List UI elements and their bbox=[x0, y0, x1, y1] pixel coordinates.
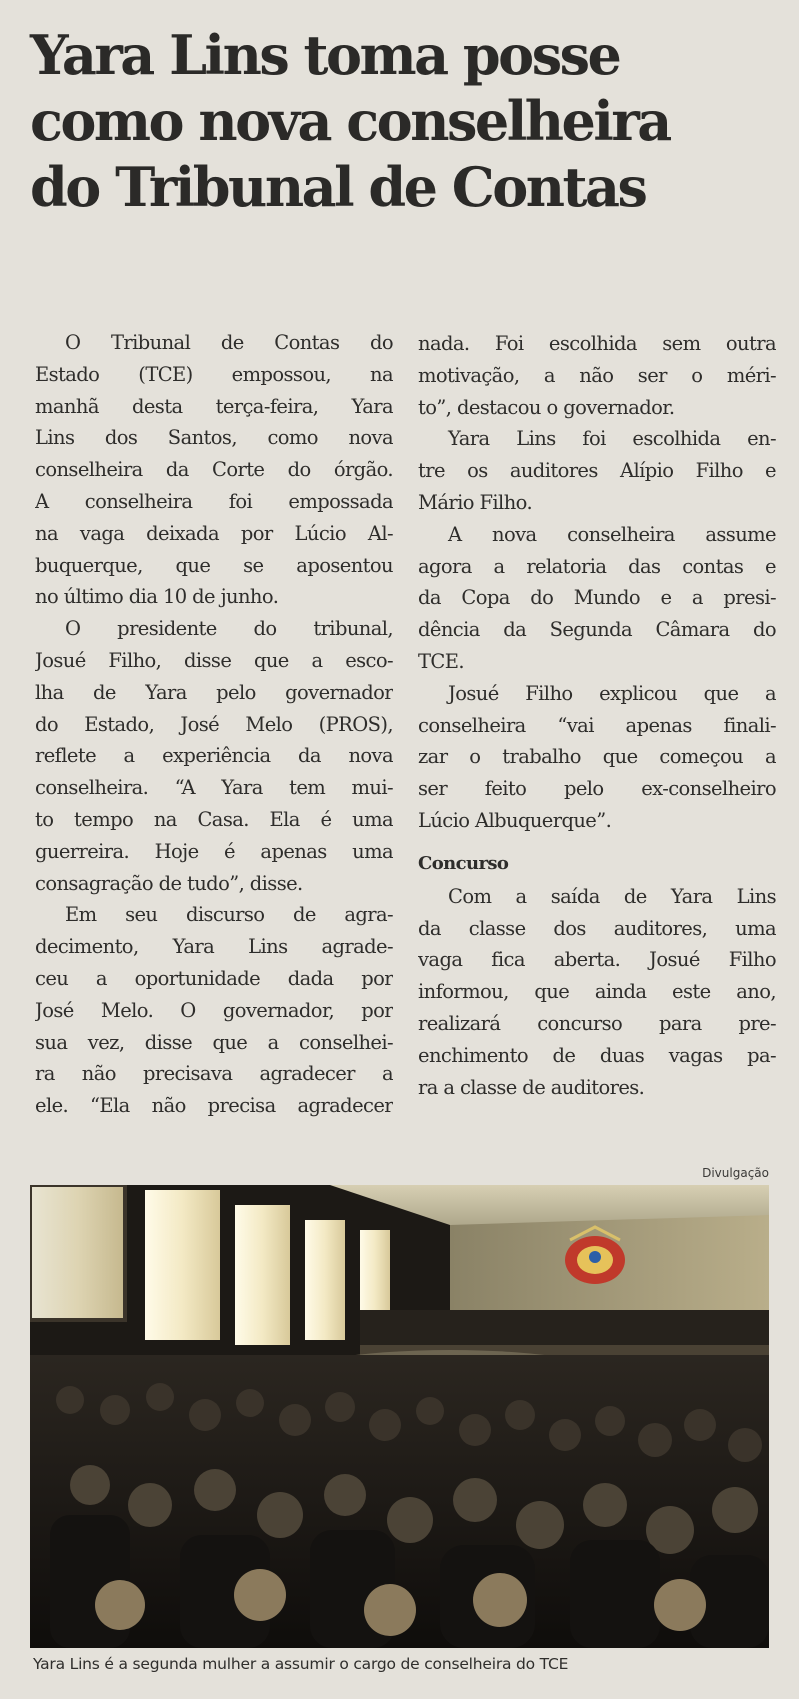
text-line: to tempo na Casa. Ela é uma bbox=[35, 807, 393, 831]
text-line: na vaga deixada por Lúcio Al- bbox=[35, 521, 393, 545]
text-line: informou, que ainda este ano, bbox=[418, 980, 776, 1004]
text-line: realizará concurso para pre- bbox=[418, 1011, 776, 1035]
text-line: TCE. bbox=[418, 649, 464, 673]
text-line: José Melo. O governador, por bbox=[35, 998, 393, 1022]
article-column-left bbox=[35, 327, 393, 1122]
text-line: sua vez, disse que a conselhei- bbox=[35, 1030, 393, 1054]
text-line: motivação, a não ser o méri- bbox=[418, 363, 776, 387]
text-line: conselheira. “A Yara tem mui- bbox=[35, 776, 393, 800]
text-line: nada. Foi escolhida sem outra bbox=[418, 332, 776, 355]
text-line: Josué Filho explicou que a bbox=[448, 681, 776, 705]
text-line: Lins dos Santos, como nova bbox=[35, 426, 393, 450]
text-line: Yara Lins foi escolhida en- bbox=[448, 427, 776, 451]
text-line: vaga fica aberta. Josué Filho bbox=[418, 948, 776, 972]
text-line: enchimento de duas vagas pa- bbox=[418, 1043, 776, 1067]
photo-caption: Yara Lins é a segunda mulher a assumir o cargo de conselheira do TCE bbox=[33, 1655, 569, 1673]
headline-line: Yara Lins toma posse bbox=[30, 23, 620, 87]
headline bbox=[30, 22, 780, 220]
text-line: reflete a experiência da nova bbox=[35, 744, 393, 768]
text-line: Estado (TCE) empossou, na bbox=[35, 362, 393, 386]
subhead-concurso: Concurso bbox=[418, 852, 509, 874]
text-line: ceu a oportunidade dada por bbox=[35, 966, 393, 990]
text-line: Josué Filho, disse que a esco- bbox=[35, 648, 393, 672]
text-line: A nova conselheira assume bbox=[448, 522, 776, 546]
text-line: Mário Filho. bbox=[418, 490, 533, 514]
text-line: da Copa do Mundo e a presi- bbox=[418, 586, 776, 610]
text-line: da classe dos auditores, uma bbox=[418, 916, 776, 940]
text-line: buquerque, que se aposentou bbox=[35, 553, 393, 577]
text-line: ele. “Ela não precisa agradecer bbox=[35, 1094, 393, 1118]
text-line: Com a saída de Yara Lins bbox=[448, 884, 776, 908]
headline-line: como nova conselheira bbox=[30, 89, 670, 153]
text-line: ra a classe de auditores. bbox=[418, 1075, 645, 1099]
text-line: zar o trabalho que começou a bbox=[418, 745, 776, 769]
text-line: conselheira da Corte do órgão. bbox=[35, 458, 393, 482]
text-line: consagração de tudo”, disse. bbox=[35, 871, 303, 895]
text-line: manhã desta terça-feira, Yara bbox=[35, 394, 393, 418]
text-line: A conselheira foi empossada bbox=[35, 489, 393, 513]
text-line: O Tribunal de Contas do bbox=[65, 331, 393, 354]
text-line: guerreira. Hoje é apenas uma bbox=[35, 839, 393, 863]
ceremony-photo-illustration bbox=[30, 1185, 769, 1648]
text-line: dência da Segunda Câmara do bbox=[418, 618, 776, 642]
text-line: ser feito pelo ex-conselheiro bbox=[418, 777, 776, 801]
headline-line: do Tribunal de Contas bbox=[30, 155, 646, 219]
text-line: ra não precisava agradecer a bbox=[35, 1062, 393, 1086]
text-line: decimento, Yara Lins agrade- bbox=[35, 935, 393, 959]
article-column-right bbox=[418, 328, 776, 1103]
text-line: O presidente do tribunal, bbox=[65, 617, 393, 641]
text-line: agora a relatoria das contas e bbox=[418, 554, 776, 578]
text-line: Em seu discurso de agra- bbox=[65, 903, 393, 927]
text-line: tre os auditores Alípio Filho e bbox=[418, 459, 776, 483]
ceremony-photo bbox=[30, 1185, 769, 1648]
text-line: lha de Yara pelo governador bbox=[35, 680, 393, 704]
text-line: do Estado, José Melo (PROS), bbox=[35, 712, 393, 736]
text-line: Lúcio Albuquerque”. bbox=[418, 808, 612, 832]
text-line: to”, destacou o governador. bbox=[418, 395, 675, 419]
text-line: no último dia 10 de junho. bbox=[35, 585, 279, 609]
text-line: conselheira “vai apenas finali- bbox=[418, 713, 776, 737]
photo-credit: Divulgação bbox=[702, 1166, 769, 1180]
